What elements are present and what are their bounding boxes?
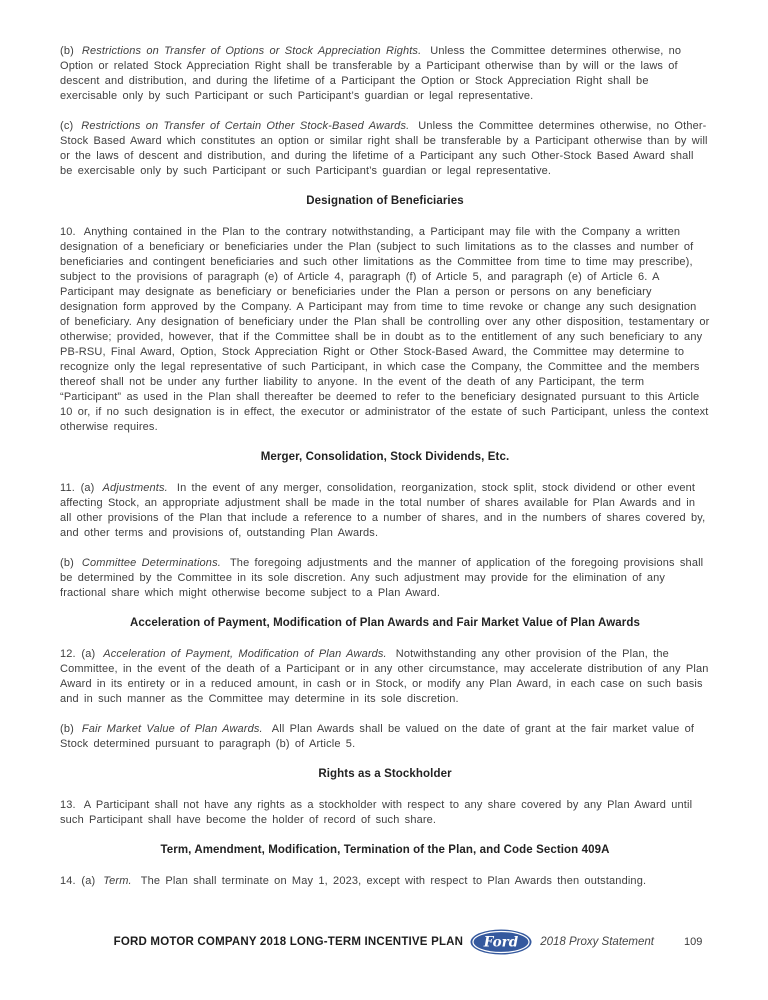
ford-logo-icon <box>470 929 532 955</box>
footer-proxy-statement: 2018 Proxy Statement <box>540 936 654 948</box>
paragraph-title-italic: Committee Determinations. <box>81 557 221 569</box>
paragraph-12a-acceleration <box>60 647 710 707</box>
section-heading-acceleration-of-payment: Acceleration of Payment, Modification of Plan Awards and Fair Market Value of Plan Awards <box>130 617 640 629</box>
paragraph-14a-term <box>60 874 710 889</box>
paragraph-10-beneficiaries <box>60 225 710 435</box>
page-footer <box>60 929 710 955</box>
paragraph-label: (c) <box>60 120 74 132</box>
ford-logo-text: Ford <box>483 934 519 951</box>
paragraph-text: The Plan shall terminate on May 1, 2023, except with respect to Plan Awards then outstanding. <box>140 875 647 887</box>
paragraph-text: In the event of any merger, consolidation, reorganization, stock split, stock dividend or other event affecting Stock, an appropriate adjustment shall be made in the total number of shares available for Plan Awards and in all other provisions of the Plan that include a reference to a number of shares, and in the numbers of shares covered by, and other terms and provisions of, outstanding Plan Awards. <box>60 482 706 539</box>
paragraph-title-italic: Adjustments. <box>102 482 168 494</box>
paragraph-label: 13. <box>60 799 76 811</box>
paragraph-c-transfer-other-awards <box>60 119 710 179</box>
paragraph-12b-fair-market-value <box>60 722 710 752</box>
paragraph-label: (b) <box>60 557 74 569</box>
paragraph-label: (b) <box>60 723 74 735</box>
paragraph-13-stockholder-rights <box>60 798 710 828</box>
paragraph-title-italic: Restrictions on Transfer of Certain Other Stock-Based Awards. <box>81 120 410 132</box>
paragraph-text: Notwithstanding any other provision of the Plan, the Committee, in the event of the death of a Participant or in any other circumstance, may accelerate distribution of any Plan Award in its entirety or in a reduced amount, in cash or in Stock, or modify any Plan Award, in each case on such basis and in such manner as the Committee may determine in its sole discretion. <box>60 648 709 705</box>
paragraph-11b-committee-determinations <box>60 556 710 601</box>
paragraph-title-italic: Term. <box>103 875 132 887</box>
paragraph-text: A Participant shall not have any rights as a stockholder with respect to any share covered by any Plan Award until such Participant shall have become the holder of record of such share. <box>60 799 693 826</box>
paragraph-text: Anything contained in the Plan to the contrary notwithstanding, a Participant may file with the Company a written designation of a beneficiary or beneficiaries under the Plan (subject to such limitations as to the classes and number of beneficiaries and contingent beneficiaries and such other limitations as the Committee from time to time may prescribe), subject to the provisions of paragraph (e) of Article 4, paragraph (f) of Article 5, and paragraph (e) of Article 6. A Participant may designate as beneficiary or beneficiaries under the Plan a person or persons on any beneficiary designation form approved by the Company. A Participant may from time to time revoke or change any such designation of beneficiary. Any designation of beneficiary under the Plan shall be controlling over any other disposition, testamentary or otherwise; provided, however, that if the Committee shall be in doubt as to the entitlement of any such beneficiary to any PB-RSU, Final Award, Option, Stock Appreciation Right or Other Stock-Based Award, the Committee may determine to recognize only the legal representative of such Participant, in which case the Company, the Committee and the members thereof shall not be under any further liability to anyone. In the event of the death of any Participant, the term “Participant” as used in the Plan shall thereafter be deemed to refer to the beneficiary designated pursuant to this Article 10 or, if no such designation is in effect, the executor or administrator of the estate of such Participant, unless the context otherwise requires. <box>60 226 710 433</box>
footer-plan-title: FORD MOTOR COMPANY 2018 LONG-TERM INCENTIVE PLAN <box>113 936 464 948</box>
section-heading-rights-as-stockholder: Rights as a Stockholder <box>318 768 452 780</box>
paragraph-label: (b) <box>60 45 74 57</box>
paragraph-title-italic: Restrictions on Transfer of Options or Stock Appreciation Rights. <box>81 45 422 57</box>
section-heading-merger-consolidation: Merger, Consolidation, Stock Dividends, Etc. <box>260 451 510 463</box>
paragraph-title-italic: Acceleration of Payment, Modification of Plan Awards. <box>103 648 387 660</box>
paragraph-label: 10. <box>60 226 76 238</box>
paragraph-label: 14. (a) <box>60 875 96 887</box>
paragraph-label: 11. (a) <box>60 482 95 494</box>
paragraph-title-italic: Fair Market Value of Plan Awards. <box>81 723 263 735</box>
footer-page-number: 109 <box>683 936 703 948</box>
paragraph-text: Unless the Committee determines otherwise, no Other-Stock Based Award which constitutes an option or similar right shall be transferable by a Participant otherwise than by will or the laws of descent and distribution, and during the lifetime of a Participant any such Other-Stock Based Award shall be exercisable only by such Participant or such Participant’s guardian or legal representative. <box>60 120 708 177</box>
paragraph-text: Unless the Committee determines otherwise, no Option or related Stock Appreciation Right shall be transferable by a Participant otherwise than by will or the laws of descent and distribution, and during the lifetime of a Participant the Option or Stock Appreciation Right shall be exercisable only by such Participant or such Participant’s guardian or legal representative. <box>60 45 682 102</box>
paragraph-b-transfer-options <box>60 44 710 104</box>
paragraph-11a-adjustments <box>60 481 710 541</box>
paragraph-text: All Plan Awards shall be valued on the date of grant at the fair market value of Stock determined pursuant to paragraph (b) of Article 5. <box>60 723 695 750</box>
paragraph-label: 12. (a) <box>60 648 96 660</box>
paragraph-text: The foregoing adjustments and the manner of application of the foregoing provisions shall be determined by the Committee in its sole discretion. Any such adjustment may provide for the elimination of any fractional share which might otherwise become subject to a Plan Award. <box>60 557 704 599</box>
section-heading-designation-of-beneficiaries: Designation of Beneficiaries <box>306 195 464 207</box>
section-heading-term-amendment: Term, Amendment, Modification, Termination of the Plan, and Code Section 409A <box>160 844 610 856</box>
